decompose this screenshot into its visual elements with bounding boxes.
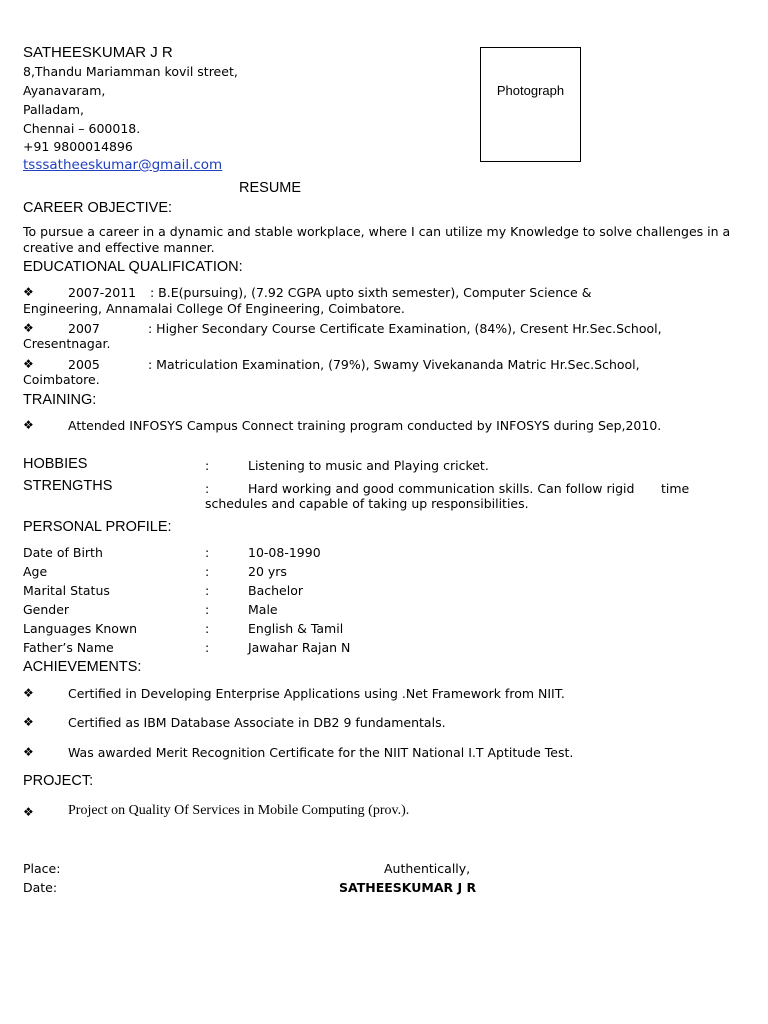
- project-heading: PROJECT:: [23, 773, 94, 789]
- hobbies-label: HOBBIES: [23, 456, 88, 472]
- closing-text: Authentically,: [384, 861, 471, 876]
- gender-label: Gender: [23, 602, 70, 617]
- father-name-value: Jawahar Rajan N: [248, 640, 351, 655]
- dob-colon: :: [205, 545, 210, 560]
- email-link[interactable]: tsssatheeskumar@gmail.com: [23, 157, 223, 173]
- strengths-line-2: schedules and capable of taking up responsibilities.: [205, 496, 529, 511]
- dob-label: Date of Birth: [23, 545, 103, 560]
- education-detail-3-cont: Coimbatore.: [23, 372, 100, 387]
- address-line-4: Chennai – 600018.: [23, 121, 141, 136]
- languages-label: Languages Known: [23, 621, 138, 636]
- personal-profile-heading: PERSONAL PROFILE:: [23, 519, 172, 535]
- education-heading: EDUCATIONAL QUALIFICATION:: [23, 259, 243, 275]
- strengths-label: STRENGTHS: [23, 478, 113, 494]
- phone-number: +91 9800014896: [23, 139, 133, 154]
- training-heading: TRAINING:: [23, 392, 97, 408]
- education-year-2: 2007: [68, 321, 100, 336]
- education-detail-2-cont: Cresentnagar.: [23, 336, 111, 351]
- bullet-icon: ❖: [23, 805, 34, 819]
- signature-name: SATHEESKUMAR J R: [339, 880, 477, 895]
- hobbies-colon: :: [205, 458, 210, 473]
- achievement-item-3: Was awarded Merit Recognition Certificate for the NIIT National I.T Aptitude Test.: [68, 745, 574, 760]
- date-label: Date:: [23, 880, 58, 895]
- marital-status-value: Bachelor: [248, 583, 303, 598]
- bullet-icon: ❖: [23, 357, 34, 371]
- dob-value: 10-08-1990: [248, 545, 321, 560]
- education-detail-3: : Matriculation Examination, (79%), Swamy Vivekananda Matric Hr.Sec.School,: [148, 357, 640, 372]
- bullet-icon: ❖: [23, 715, 34, 729]
- education-year-1: 2007-2011: [68, 285, 137, 300]
- strengths-line-1: Hard working and good communication skills. Can follow rigid: [248, 481, 635, 496]
- languages-value: English & Tamil: [248, 621, 344, 636]
- age-label: Age: [23, 564, 48, 579]
- photograph-placeholder: [480, 47, 581, 162]
- photograph-label: Photograph: [496, 83, 565, 98]
- education-year-3: 2005: [68, 357, 100, 372]
- resume-title: RESUME: [239, 180, 302, 196]
- gender-value: Male: [248, 602, 278, 617]
- career-objective-heading: CAREER OBJECTIVE:: [23, 200, 173, 216]
- bullet-icon: ❖: [23, 321, 34, 335]
- address-line-3: Palladam,: [23, 102, 84, 117]
- education-detail-2: : Higher Secondary Course Certificate Examination, (84%), Cresent Hr.Sec.School,: [148, 321, 662, 336]
- hobbies-value: Listening to music and Playing cricket.: [248, 458, 489, 473]
- career-objective-text: To pursue a career in a dynamic and stable workplace, where I can utilize my Knowledge to solve challenges in a creative and effective manner.: [23, 224, 731, 255]
- bullet-icon: ❖: [23, 686, 34, 700]
- address-line-1: 8,Thandu Mariamman kovil street,: [23, 64, 238, 79]
- age-value: 20 yrs: [248, 564, 287, 579]
- father-name-colon: :: [205, 640, 210, 655]
- project-item: Project on Quality Of Services in Mobile Computing (prov.).: [68, 803, 410, 818]
- achievement-item-1: Certified in Developing Enterprise Applications using .Net Framework from NIIT.: [68, 686, 565, 701]
- address-line-2: Ayanavaram,: [23, 83, 106, 98]
- achievements-heading: ACHIEVEMENTS:: [23, 659, 142, 675]
- bullet-icon: ❖: [23, 285, 34, 299]
- education-detail-1-cont: Engineering, Annamalai College Of Engineering, Coimbatore.: [23, 301, 405, 316]
- father-name-label: Father’s Name: [23, 640, 114, 655]
- gender-colon: :: [205, 602, 210, 617]
- languages-colon: :: [205, 621, 210, 636]
- achievement-item-2: Certified as IBM Database Associate in DB2 9 fundamentals.: [68, 715, 446, 730]
- bullet-icon: ❖: [23, 418, 34, 432]
- training-item: Attended INFOSYS Campus Connect training program conducted by INFOSYS during Sep,2010.: [68, 418, 662, 433]
- strengths-colon: :: [205, 481, 210, 496]
- education-detail-1: : B.E(pursuing), (7.92 CGPA upto sixth semester), Computer Science &: [150, 285, 592, 300]
- age-colon: :: [205, 564, 210, 579]
- candidate-name: SATHEESKUMAR J R: [23, 44, 173, 61]
- place-label: Place:: [23, 861, 61, 876]
- marital-status-label: Marital Status: [23, 583, 110, 598]
- strengths-line-1-end: time: [661, 481, 690, 496]
- bullet-icon: ❖: [23, 745, 34, 759]
- marital-status-colon: :: [205, 583, 210, 598]
